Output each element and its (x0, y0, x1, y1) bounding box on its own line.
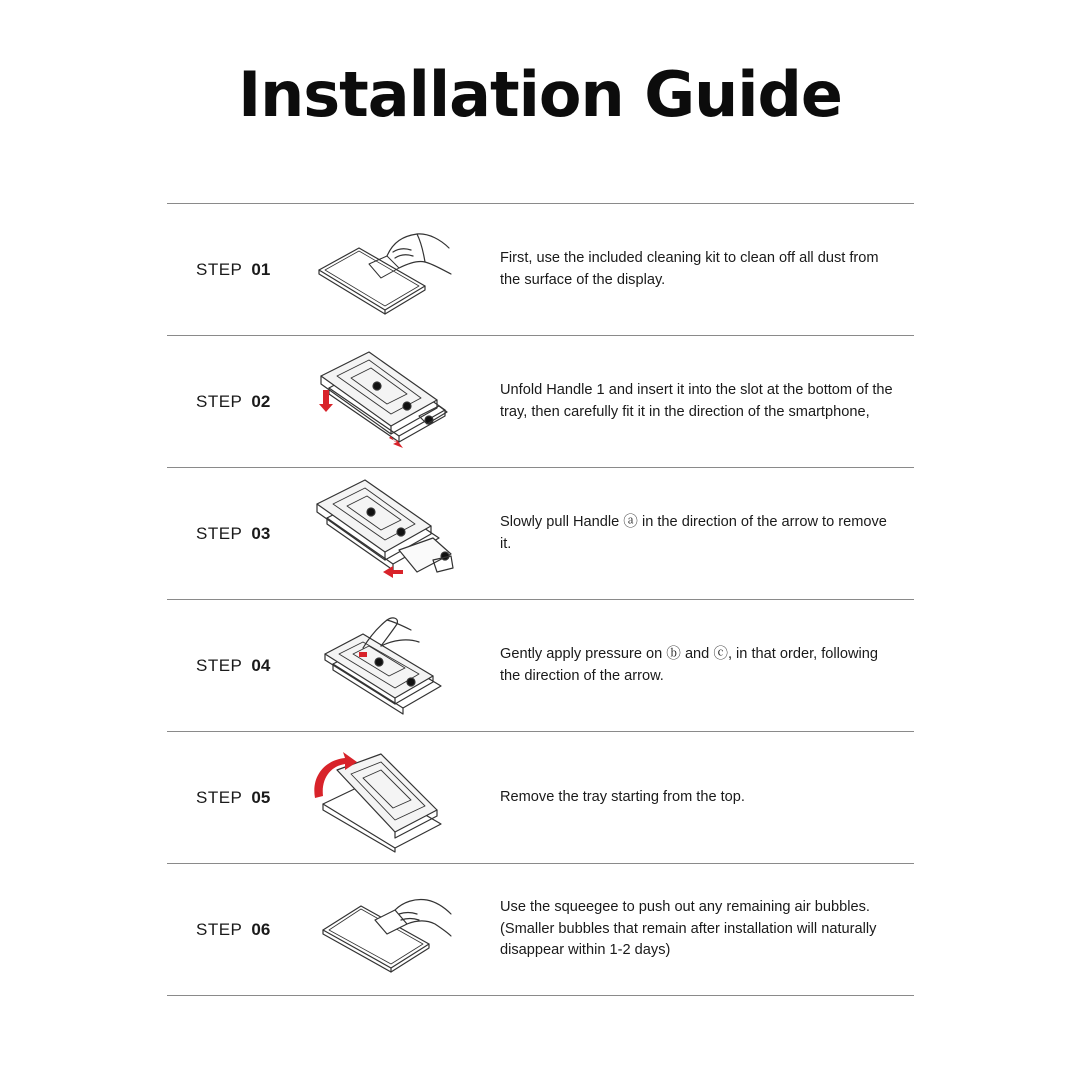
page-title: Installation Guide (238, 58, 842, 131)
step-description (500, 204, 900, 335)
step-number: 01 (251, 259, 271, 279)
step-word: STEP (196, 919, 243, 939)
step-label (196, 336, 270, 467)
step-label (196, 468, 270, 599)
step-number: 05 (251, 787, 271, 807)
step-number: 06 (251, 919, 271, 939)
step-description (500, 336, 900, 467)
step-word: STEP (196, 523, 243, 543)
step-label (196, 600, 270, 731)
step-label (196, 204, 270, 335)
step-row-04 (167, 600, 914, 732)
step-number: 03 (251, 523, 271, 543)
step-word: STEP (196, 787, 243, 807)
step-row-05 (167, 732, 914, 864)
step-description-text: Remove the tray starting from the top. (500, 788, 745, 805)
step-description (500, 732, 900, 863)
step-description-text: Slowly pull Handle ⓐ in the direction of the arrow to remove it. (500, 514, 887, 552)
step-word: STEP (196, 391, 243, 411)
tray-pull-handle-icon (307, 476, 457, 591)
step-row-02 (167, 336, 914, 468)
step-word: STEP (196, 655, 243, 675)
installation-steps-list (167, 203, 914, 996)
step-number: 04 (251, 655, 271, 675)
step-number: 02 (251, 391, 271, 411)
step-description-text: Gently apply pressure on ⓑ and ⓒ, in that order, following the direction of the arrow. (500, 646, 879, 684)
step-word: STEP (196, 259, 243, 279)
step-row-06 (167, 864, 914, 996)
step-label (196, 864, 270, 995)
phone-cleaning-hand-icon (307, 212, 457, 327)
step-description-text: Use the squeegee to push out any remaining air bubbles. (Smaller bubbles that remain after installation will naturally disappear within 1-2 days) (500, 899, 877, 959)
tray-insert-handle-icon (307, 344, 457, 459)
step-row-01 (167, 204, 914, 336)
step-description (500, 600, 900, 731)
step-row-03 (167, 468, 914, 600)
tray-press-finger-icon (307, 608, 457, 723)
step-description (500, 864, 900, 995)
step-label (196, 732, 270, 863)
step-description-text: First, use the included cleaning kit to clean off all dust from the surface of the display. (500, 250, 879, 288)
step-description (500, 468, 900, 599)
tray-remove-arrow-icon (307, 740, 457, 855)
step-description-text: Unfold Handle 1 and insert it into the slot at the bottom of the tray, then carefully fit it in the direction of the smartphone, (500, 382, 893, 420)
phone-squeegee-hand-icon (307, 872, 457, 987)
